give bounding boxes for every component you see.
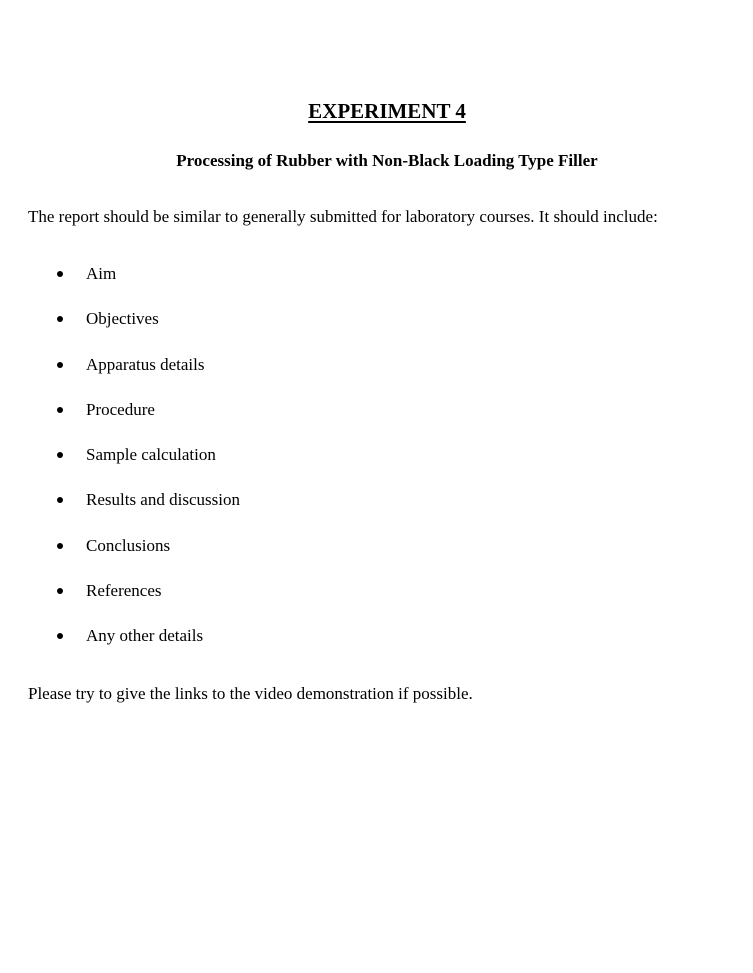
list-item-text: Results and discussion xyxy=(86,490,240,510)
page-title: EXPERIMENT 4 xyxy=(308,99,466,123)
bullet-icon xyxy=(57,633,63,639)
bullet-icon xyxy=(57,271,63,277)
list-item-text: References xyxy=(86,581,162,601)
list-item-text: Aim xyxy=(86,264,117,283)
bullet-icon xyxy=(57,452,63,458)
intro-paragraph: The report should be similar to generally submitted for laboratory courses. It should include: xyxy=(28,207,658,226)
page-subtitle: Processing of Rubber with Non-Black Loading Type Filler xyxy=(176,151,598,170)
list-item-text: Objectives xyxy=(86,309,159,329)
bullet-icon xyxy=(57,497,63,503)
list-item-text: Procedure xyxy=(86,399,155,419)
bullet-icon xyxy=(57,362,63,368)
bullet-icon xyxy=(57,407,63,413)
bullet-icon xyxy=(57,543,63,549)
list-item-text: Sample calculation xyxy=(86,445,216,465)
bullet-icon xyxy=(57,588,63,594)
list-item-text: Any other details xyxy=(86,626,204,646)
bullet-icon xyxy=(57,316,63,322)
list-item-text: Conclusions xyxy=(86,535,171,555)
list-item-text: Apparatus details xyxy=(86,354,205,374)
closing-paragraph: Please try to give the links to the video demonstration if possible. xyxy=(28,684,473,703)
